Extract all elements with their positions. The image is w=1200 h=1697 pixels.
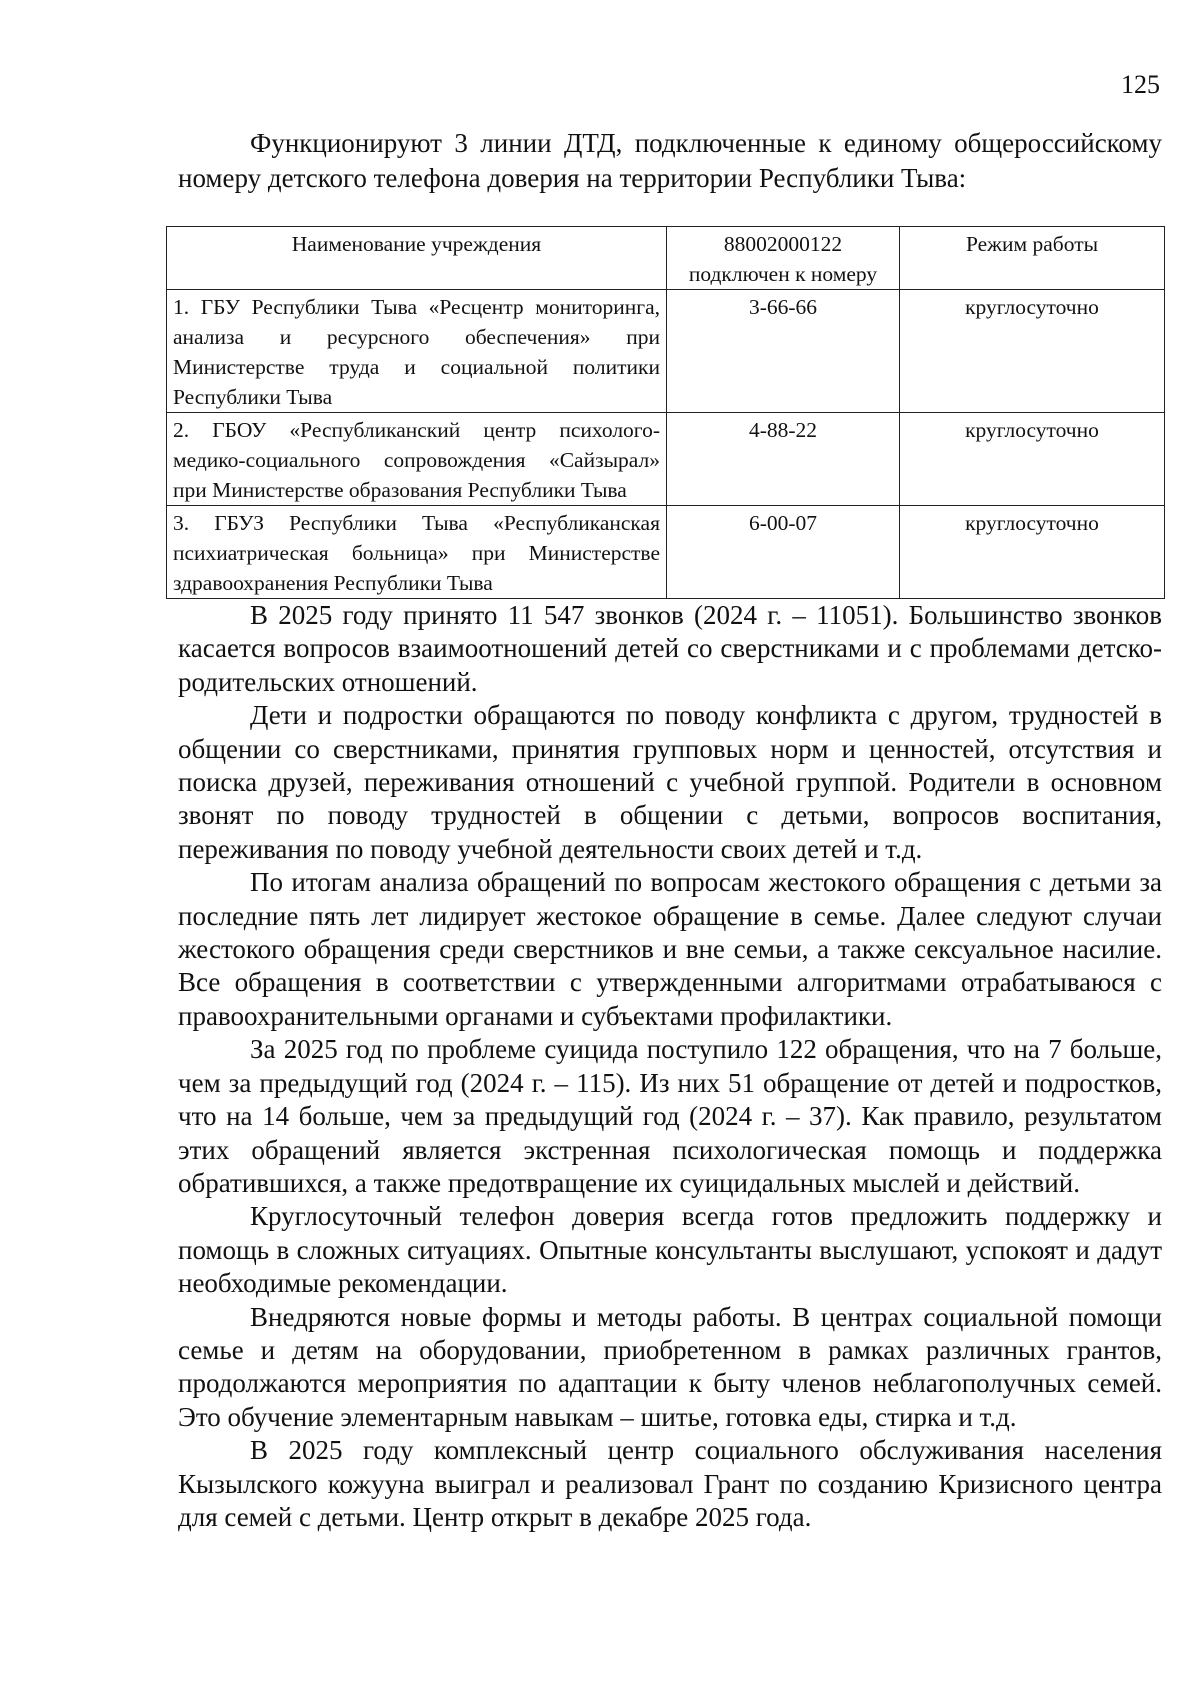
paragraph-helpline: Круглосуточный телефон доверия всегда готов предложить поддержку и помощь в сложных ситуациях. Опытные консультанты выслушают, успокоят и дадут необходимые рекомендации.	[178, 1201, 1162, 1299]
phone-number: 6-00-07	[667, 506, 900, 599]
header-number	[667, 227, 900, 290]
table-header-row	[167, 227, 1165, 290]
institution-name: 1. ГБУ Республики Тыва «Ресцентр мониторинга, анализа и ресурсного обеспечения» при Министерстве труда и социальной политики Республики Тыва	[167, 290, 667, 413]
body-text	[178, 599, 1162, 1534]
helpline-table	[166, 226, 1165, 599]
paragraph-new-methods: Внедряются новые формы и методы работы. В центрах социальной помощи семье и детям на оборудовании, приобретенном в рамках различных грантов, продолжаются мероприятия по адаптации к быту членов неблагополучных семей. Это обучение элементарным навыкам – шитье, готовка еды, стирка и т.д.	[178, 1301, 1162, 1432]
table-row	[167, 290, 1165, 413]
page-number: 125	[1121, 70, 1160, 99]
phone-number: 4-88-22	[667, 413, 900, 506]
table-row	[167, 506, 1165, 599]
work-mode: круглосуточно	[900, 290, 1165, 413]
header-number-caption: подключен к номеру	[688, 262, 878, 286]
header-number-value: 88002000122	[723, 232, 843, 256]
table-row	[167, 413, 1165, 506]
header-mode: Режим работы	[900, 227, 1165, 290]
work-mode: круглосуточно	[900, 506, 1165, 599]
institution-name: 3. ГБУЗ Республики Тыва «Республиканская психиатрическая больница» при Министерстве здравоохранения Республики Тыва	[167, 506, 667, 599]
intro-paragraph: Функционируют 3 линии ДТД, подключенные к единому общероссийскому номеру детского телефона доверия на территории Республики Тыва:	[178, 128, 1162, 193]
paragraph-calls: В 2025 году принято 11 547 звонков (2024 г. – 11051). Большинство звонков касается вопросов взаимоотношений детей со сверстниками и с проблемами детско-родительских отношений.	[178, 600, 1162, 697]
header-institution: Наименование учреждения	[167, 227, 667, 290]
paragraph-crisis-center: В 2025 году комплексный центр социального обслуживания населения Кызылского кожууна выиграл и реализовал Грант по созданию Кризисного центра для семей с детьми. Центр открыт в декабре 2025 года.	[178, 1435, 1162, 1532]
paragraph-suicide: За 2025 год по проблеме суицида поступило 122 обращения, что на 7 больше, чем за предыдущий год (2024 г. – 115). Из них 51 обращение от детей и подростков, что на 14 больше, чем за предыдущий год (2024 г. – 37). Как правило, результатом этих обращений является экстренная психологическая помощь и поддержка обратившихся, а также предотвращение их суицидальных мыслей и действий.	[178, 1034, 1162, 1198]
paragraph-reasons: Дети и подростки обращаются по поводу конфликта с другом, трудностей в общении со сверстниками, принятия групповых норм и ценностей, отсутствия и поиска друзей, переживания отношений с учебной группой. Родители в основном звонят по поводу трудностей в общении с детьми, вопросов воспитания, переживания по поводу учебной деятельности своих детей и т.д.	[178, 700, 1162, 864]
institution-name: 2. ГБОУ «Республиканский центр психолого-медико-социального сопровождения «Сайзырал» при Министерстве образования Республики Тыва	[167, 413, 667, 506]
work-mode: круглосуточно	[900, 413, 1165, 506]
phone-number: 3-66-66	[667, 290, 900, 413]
paragraph-abuse: По итогам анализа обращений по вопросам жестокого обращения с детьми за последние пять лет лидирует жестокое обращение в семье. Далее следуют случаи жестокого обращения среди сверстников и вне семьи, а также сексуальное насилие. Все обращения в соответствии с утвержденными алгоритмами отрабатываюся с правоохранительными органами и субъектами профилактики.	[178, 867, 1162, 1031]
